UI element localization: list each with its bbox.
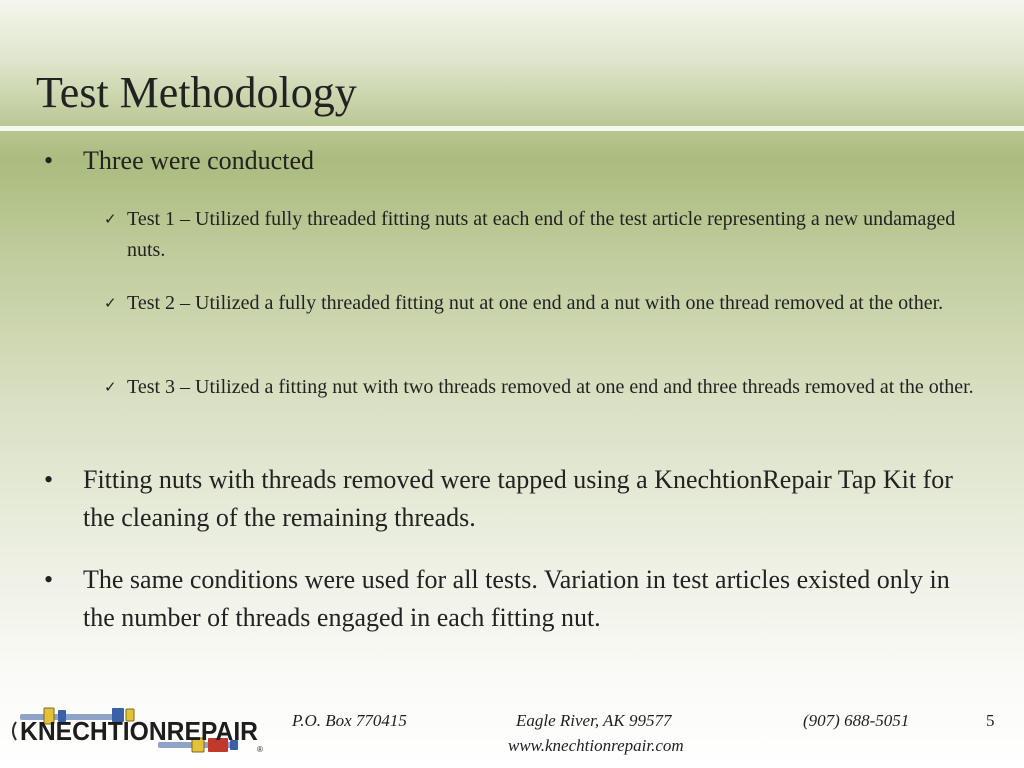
- footer-address: P.O. Box 770415: [292, 711, 407, 730]
- checkmark-icon: ✓: [104, 378, 117, 396]
- slide-title: Test Methodology: [36, 68, 357, 117]
- slide-footer: [0, 700, 1024, 768]
- title-divider: [0, 126, 1024, 131]
- checkmark-icon: ✓: [104, 210, 117, 228]
- bullet-text: Three were conducted: [83, 146, 314, 175]
- bullet-glyph: •: [44, 146, 54, 175]
- page-number: 5: [986, 711, 995, 730]
- sub-item-text: Test 3 – Utilized a fitting nut with two threads removed at one end and three threads removed at the other.: [127, 376, 974, 398]
- bullet-text: Fitting nuts with threads removed were tapped using a KnechtionRepair Tap Kit for the cleaning of the remaining threads.: [83, 465, 953, 532]
- logo-wordmark: KNECHTIONREPAIR: [20, 716, 259, 746]
- logo-registered-mark: ®: [257, 745, 263, 754]
- checkmark-icon: ✓: [104, 294, 117, 312]
- sub-item-text: Test 1 – Utilized fully threaded fitting nuts at each end of the test article representing a new undamaged nuts.: [127, 208, 956, 261]
- bullet-glyph: •: [44, 465, 54, 494]
- knechtionrepair-logo: [8, 700, 266, 762]
- sub-item-text: Test 2 – Utilized a fully threaded fitting nut at one end and a nut with one thread removed at the other.: [127, 292, 944, 314]
- footer-website[interactable]: www.knechtionrepair.com: [508, 736, 684, 755]
- bullet-glyph: •: [44, 565, 54, 594]
- bullet-text: The same conditions were used for all tests. Variation in test articles existed only in the number of threads engaged in each fitting nut.: [83, 565, 950, 632]
- footer-city: Eagle River, AK 99577: [516, 711, 672, 730]
- footer-phone: (907) 688-5051: [803, 711, 910, 730]
